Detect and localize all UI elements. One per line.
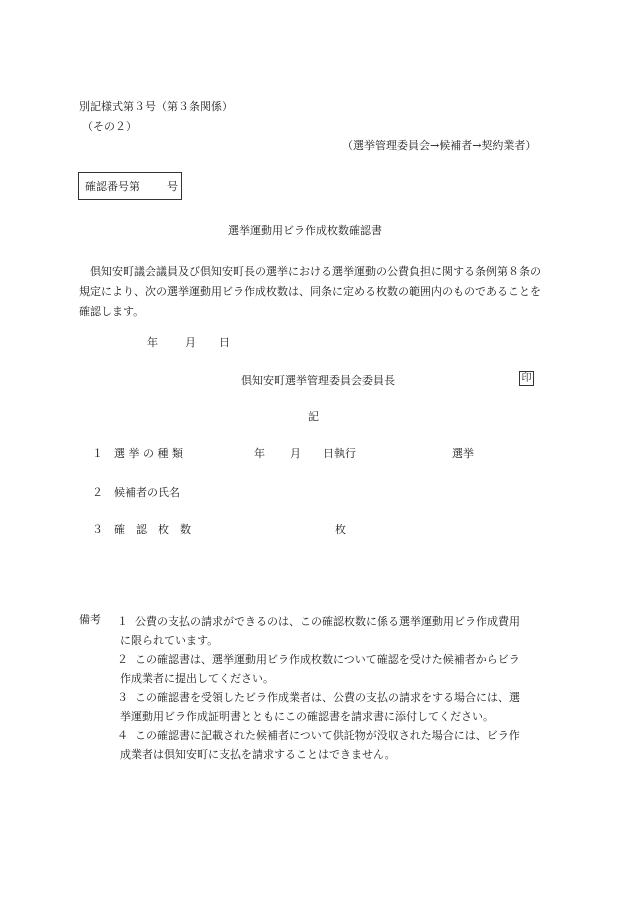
- item-number: ２: [92, 486, 103, 499]
- item1-exec-label: 日執行: [323, 447, 356, 460]
- form-sub-number: （その２）: [82, 120, 137, 133]
- item-label-election-type: 選 挙 の 種 類: [114, 447, 183, 460]
- item-number: ３: [92, 523, 103, 536]
- note-text-line1: この確認書は、選挙運動用ビラ作成枚数について確認を受けた候補者からビラ: [135, 653, 520, 666]
- note-text-line2: 作成業者に提出してください。: [120, 672, 274, 685]
- item-number: １: [92, 447, 103, 460]
- note-item: [117, 688, 549, 726]
- note-number: ４: [117, 729, 128, 742]
- seal-mark: 印: [519, 371, 534, 386]
- note-text-line1: この確認書に記載された候補者について供託物が没収された場合には、ビラ作: [135, 729, 520, 742]
- date-year-label: 年: [147, 336, 158, 349]
- ki-heading: 記: [308, 410, 319, 423]
- body-paragraph: 倶知安町議会議員及び倶知安町長の選挙における選挙運動の公費負担に関する条例第８条の規定により、次の選挙運動用ビラ作成枚数は、同条に定める枚数の範囲内のものであることを確認します。: [79, 265, 541, 318]
- confirmation-number-label: 確認番号第: [85, 180, 140, 193]
- note-number: ２: [117, 653, 128, 666]
- note-text-line2: 成業者は倶知安町に支払を請求することはできません。: [120, 748, 396, 761]
- committee-chair-title: 倶知安町選挙管理委員会委員長: [241, 374, 395, 387]
- note-number: ３: [117, 691, 128, 704]
- note-number: １: [117, 615, 128, 628]
- item-label-confirmed-count: 確 認 枚 数: [114, 523, 191, 536]
- document-title: 選挙運動用ビラ作成枚数確認書: [228, 224, 382, 237]
- form-number: 別記様式第３号（第３条関係）: [79, 100, 233, 113]
- item1-month-label: 月: [290, 447, 301, 460]
- note-text-line2: 挙運動用ビラ作成証明書とともにこの確認書を請求書に添付してください。: [120, 710, 494, 723]
- delivery-flow: （選挙管理委員会→候補者→契約業者）: [342, 139, 537, 152]
- item1-year-label: 年: [254, 447, 265, 460]
- date-day-label: 日: [219, 336, 230, 349]
- notes-heading: 備考: [79, 613, 101, 626]
- note-text-line2: に限られています。: [120, 634, 219, 647]
- confirmation-number-box[interactable]: [78, 172, 182, 200]
- item3-unit-label: 枚: [335, 523, 346, 536]
- confirmation-number-suffix: 号: [167, 180, 178, 193]
- note-item: [117, 726, 549, 764]
- item1-election-label: 選挙: [452, 447, 474, 460]
- note-text-line1: この確認書を受領したビラ作成業者は、公費の支払の請求をする場合には、選: [135, 691, 520, 704]
- note-text-line1: 公費の支払の請求ができるのは、この確認枚数に係る選挙運動用ビラ作成費用: [135, 615, 520, 628]
- item-label-candidate-name: 候補者の氏名: [114, 486, 180, 499]
- note-item: [117, 612, 549, 650]
- note-item: [117, 650, 549, 688]
- date-month-label: 月: [185, 336, 196, 349]
